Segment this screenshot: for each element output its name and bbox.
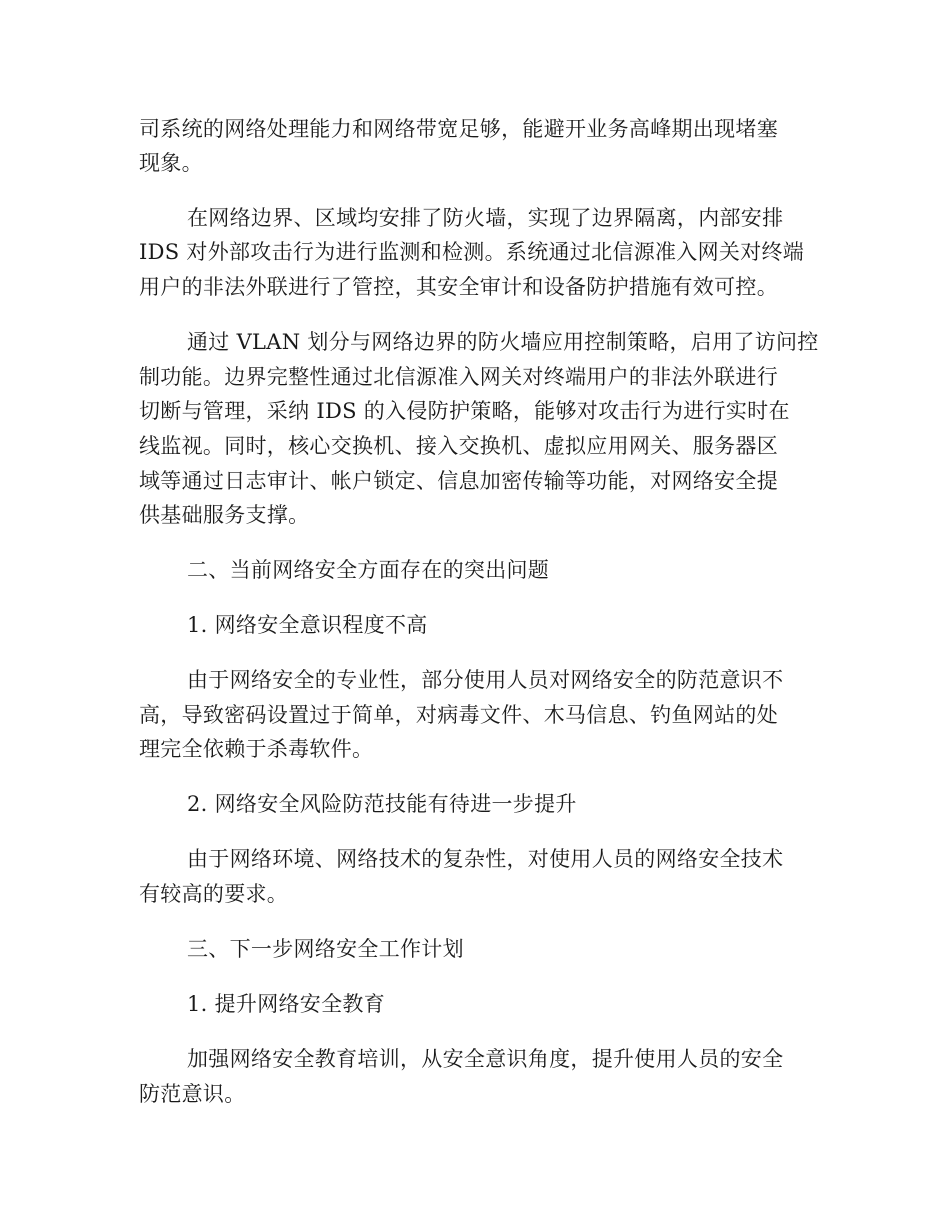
paragraph-skills-line: 由于网络环境、网络技术的复杂性，对使用人员的网络安全技术 (187, 847, 784, 871)
paragraph-vlan-line: 制功能。边界完整性通过北信源准入网关对终端用户的非法外联进行 (139, 365, 778, 389)
paragraph-firewall-line: 在网络边界、区域均安排了防火墙，实现了边界隔离，内部安排 (187, 206, 784, 230)
subheading-3-1: 1. 提升网络安全教育 (187, 992, 386, 1016)
paragraph-awareness-line: 由于网络安全的专业性，部分使用人员对网络安全的防范意识不 (187, 668, 784, 692)
paragraph-continuation-line: 司系统的网络处理能力和网络带宽足够，能避开业务高峰期出现堵塞 (139, 117, 778, 141)
subheading-2-1: 1. 网络安全意识程度不高 (187, 613, 428, 637)
subheading-2-2: 2. 网络安全风险防范技能有待进一步提升 (187, 792, 577, 816)
section-heading-2: 二、当前网络安全方面存在的突出问题 (187, 558, 550, 582)
paragraph-vlan-line: 供基础服务支撑。 (139, 503, 310, 527)
paragraph-education-line: 防范意识。 (139, 1082, 246, 1106)
paragraph-vlan-line: 线监视。同时，核心交换机、接入交换机、虚拟应用网关、服务器区 (139, 434, 778, 458)
paragraph-vlan-line: 域等通过日志审计、帐户锁定、信息加密传输等功能，对网络安全提 (139, 469, 778, 493)
paragraph-skills-line: 有较高的要求。 (139, 882, 289, 906)
paragraph-vlan-line: 通过 VLAN 划分与网络边界的防火墙应用控制策略，启用了访问控 (187, 330, 819, 354)
paragraph-continuation-line: 现象。 (139, 151, 203, 175)
paragraph-firewall-line: IDS 对外部攻击行为进行监测和检测。系统通过北信源准入网关对终端 (139, 240, 805, 264)
paragraph-vlan-line: 切断与管理，采纳 IDS 的入侵防护策略，能够对攻击行为进行实时在 (139, 399, 790, 423)
section-heading-3: 三、下一步网络安全工作计划 (187, 937, 464, 961)
paragraph-awareness-line: 高，导致密码设置过于简单，对病毒文件、木马信息、钓鱼网站的处 (139, 703, 778, 727)
paragraph-education-line: 加强网络安全教育培训，从安全意识角度，提升使用人员的安全 (187, 1047, 784, 1071)
paragraph-awareness-line: 理完全依赖于杀毒软件。 (139, 737, 374, 761)
paragraph-firewall-line: 用户的非法外联进行了管控，其安全审计和设备防护措施有效可控。 (139, 275, 778, 299)
